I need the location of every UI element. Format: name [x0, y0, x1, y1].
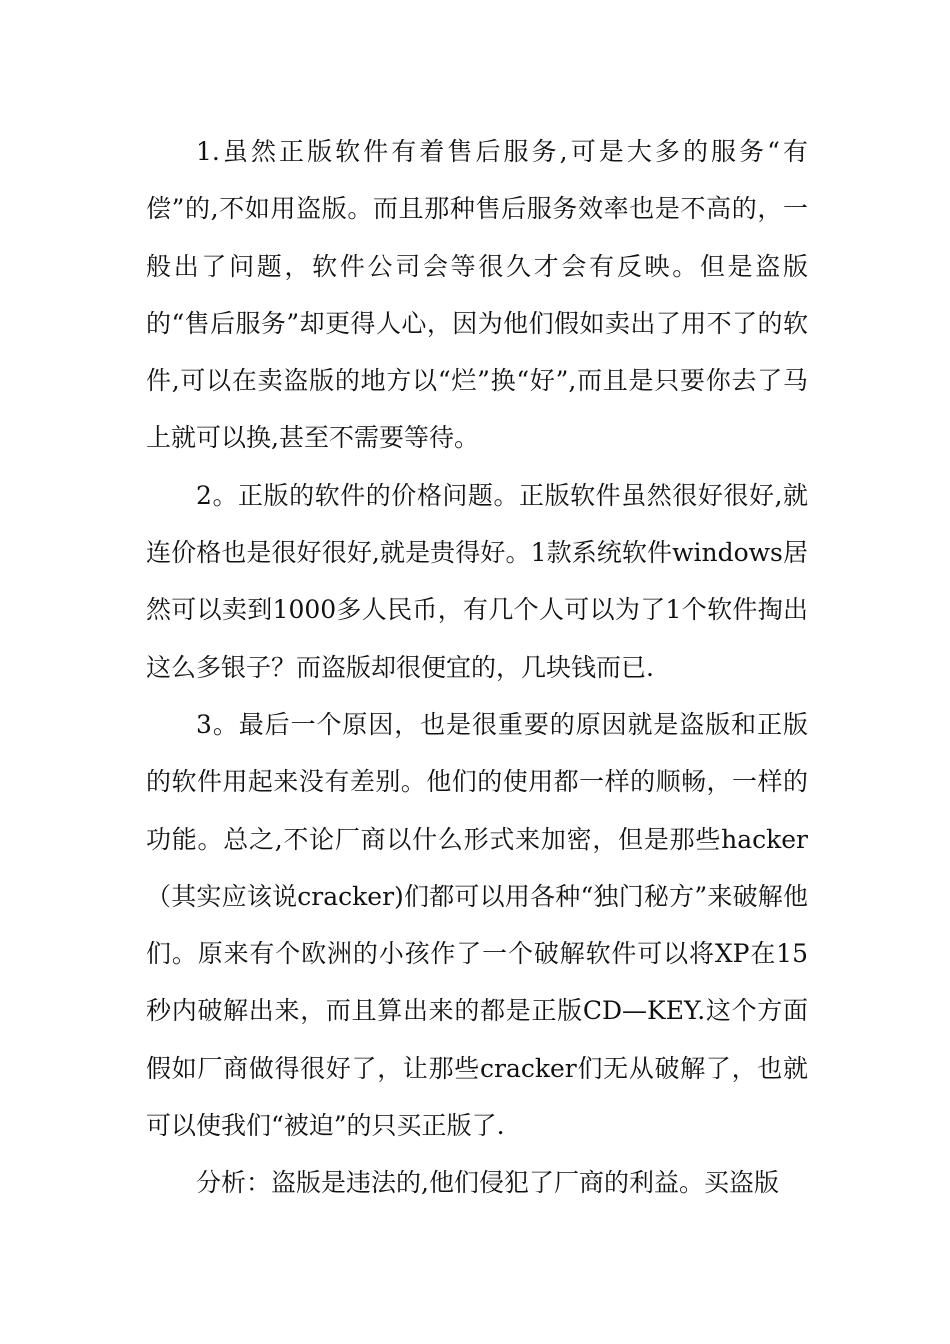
paragraph-analysis: 分析：盗版是违法的,他们侵犯了厂商的利益。买盗版: [196, 1168, 779, 1198]
paragraph-price-issue: 2。正版的软件的价格问题。正版软件虽然很好很好,就连价格也是很好很好,就是贵得好。1款系统软件windows居然可以卖到1000多人民币，有几个人可以为了1个软件掏出这么多银子？而盗版却很便宜的，几块钱而已.: [146, 480, 808, 682]
document-body: [146, 123, 808, 1212]
paragraph-no-difference: 3。最后一个原因，也是很重要的原因就是盗版和正版的软件用起来没有差别。他们的使用都一样的顺畅，一样的功能。总之,不论厂商以什么形式来加密，但是那些hacker（其实应该说cracker)们都可以用各种“独门秘方”来破解他们。原来有个欧洲的小孩作了一个破解软件可以将XP在15秒内破解出来，而且算出来的都是正版CD—KEY.这个方面假如厂商做得很好了，让那些cracker们无从破解了，也就可以使我们“被迫”的只买正版了.: [146, 709, 808, 1141]
paragraph-after-sales-service: 1.虽然正版软件有着售后服务,可是大多的服务“有偿”的,不如用盗版。而且那种售后服务效率也是不高的，一般出了问题，软件公司会等很久才会有反映。但是盗版的“售后服务”却更得人心，因为他们假如卖出了用不了的软件,可以在卖盗版的地方以“烂”换“好”,而且是只要你去了马上就可以换,甚至不需要等待。: [146, 137, 808, 453]
